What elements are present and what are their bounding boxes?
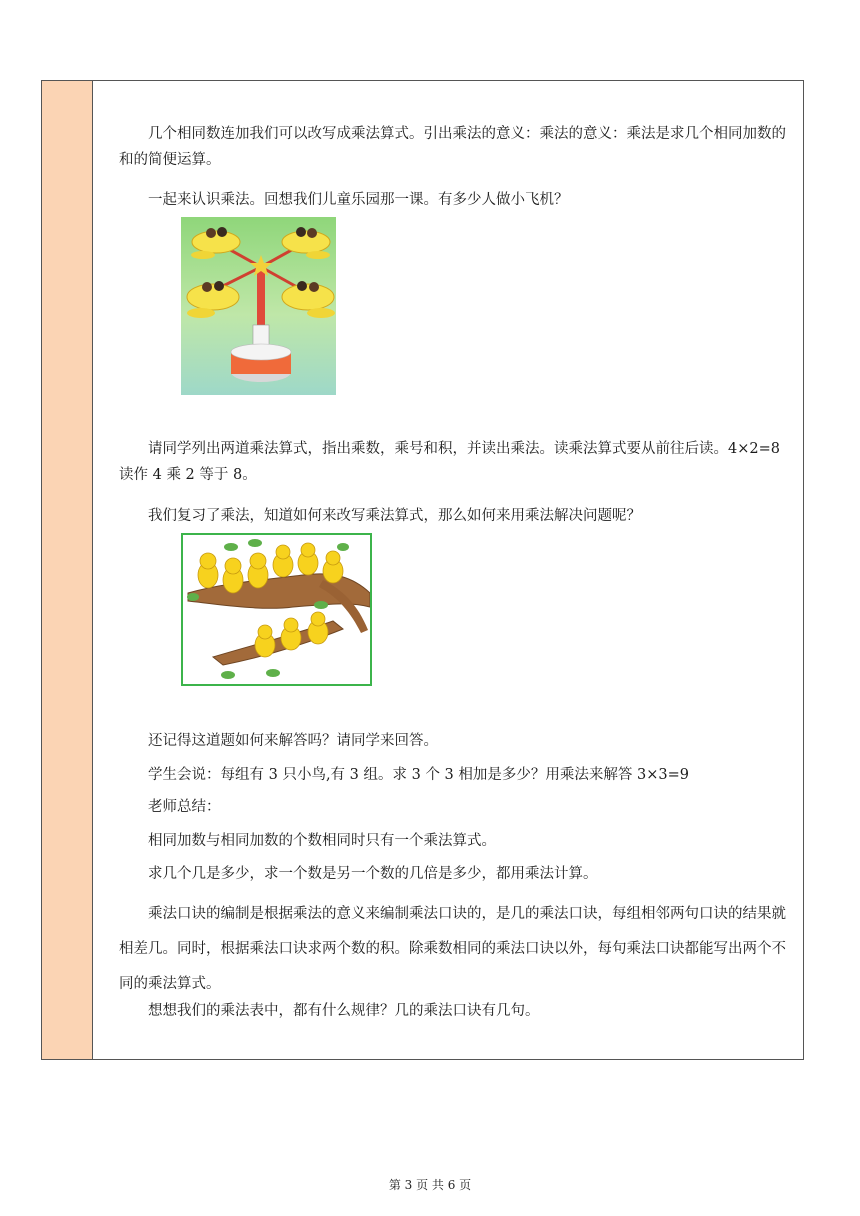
paragraph-recall-question: 还记得这道题如何来解答吗？请同学来回答。 (148, 733, 438, 749)
paragraph-student-answer: 学生会说：每组有 3 只小鸟,有 3 组。求 3 个 3 相加是多少？用乘法来解答 3×3=9 (148, 767, 689, 783)
paragraph-teacher-summary-label: 老师总结： (148, 799, 221, 815)
paragraph-summary-1: 相同加数与相同加数的个数相同时只有一个乘法算式。 (148, 833, 496, 849)
lesson-table (41, 80, 804, 1060)
paragraph-summary-2: 求几个几是多少，求一个数是另一个数的几倍是多少，都用乘法计算。 (148, 866, 598, 882)
birds-on-branch-illustration (181, 533, 372, 686)
paragraph-multiplication-meaning: 几个相同数连加我们可以改写成乘法算式。引出乘法的意义：乘法的意义：乘法是求几个相同加数的和的简便运算。 (119, 126, 786, 168)
paragraph-think-question: 想想我们的乘法表中，都有什么规律？几的乘法口诀有几句。 (148, 1003, 540, 1019)
paragraph-airplane-question: 一起来认识乘法。回想我们儿童乐园那一课。有多少人做小飞机？ (148, 192, 569, 208)
airplane-ride-illustration (181, 217, 336, 395)
paragraph-solve-problems: 我们复习了乘法，知道如何来改写乘法算式，那么如何来用乘法解决问题呢？ (148, 508, 641, 524)
paragraph-read-multiplication: 请同学列出两道乘法算式，指出乘数，乘号和积，并读出乘法。读乘法算式要从前往后读。4×2=8 读作 4 乘 2 等于 8。 (119, 441, 780, 483)
lesson-content-cell (93, 81, 803, 1059)
page-number-footer: 第 3 页 共 6 页 (388, 1178, 472, 1192)
side-label-column (42, 81, 93, 1059)
paragraph-multiplication-table-rules: 乘法口诀的编制是根据乘法的意义来编制乘法口诀的，是几的乘法口诀，每组相邻两句口诀的结果就相差几。同时，根据乘法口诀求两个数的积。除乘数相同的乘法口诀以外，每句乘法口诀都能写出两个不同的乘法算式。 (119, 906, 786, 992)
